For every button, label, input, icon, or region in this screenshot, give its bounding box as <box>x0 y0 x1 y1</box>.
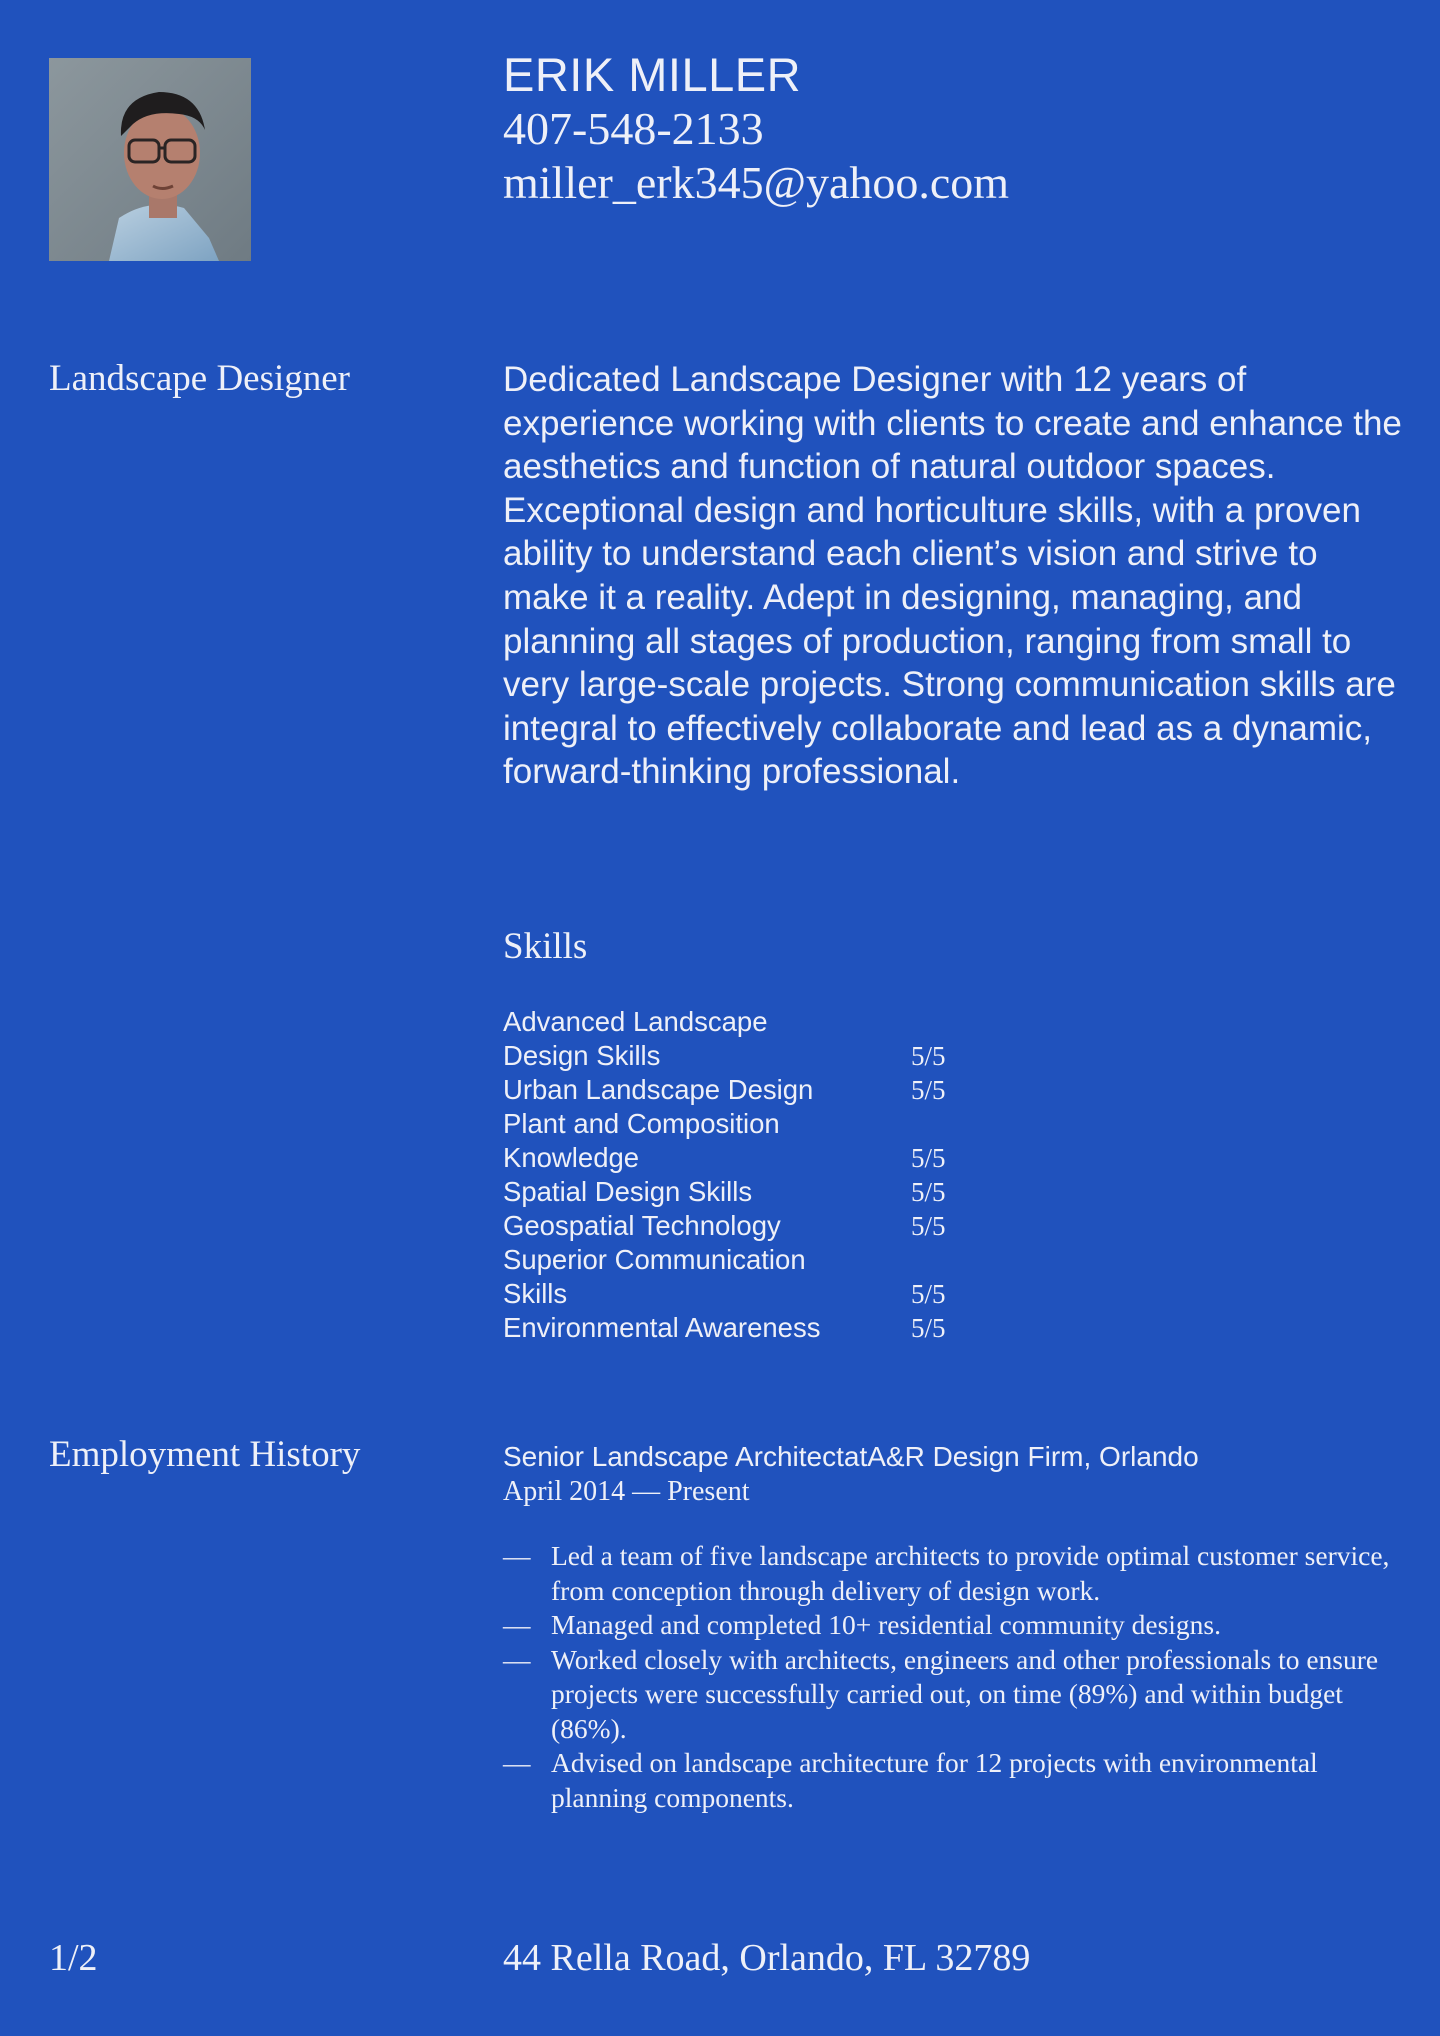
person-portrait-icon <box>49 58 251 261</box>
skill-name: Plant and Composition Knowledge <box>503 1108 780 1173</box>
profile-photo <box>49 58 251 261</box>
contact-header <box>503 48 1009 210</box>
skill-name: Superior Communication Skills <box>503 1244 806 1309</box>
skill-name: Advanced Landscape Design Skills <box>503 1006 768 1071</box>
dash-marker: — <box>503 1747 531 1778</box>
skill-level: 5/5 <box>911 1211 946 1241</box>
skill-item <box>503 1073 983 1107</box>
skill-level: 5/5 <box>911 1313 946 1343</box>
skill-level: 5/5 <box>911 1143 946 1173</box>
bullet-text: Advised on landscape architecture for 12 projects with environmental planning components. <box>551 1747 1318 1813</box>
job-dates: April 2014 — Present <box>503 1476 750 1507</box>
phone-number: 407-548-2133 <box>503 103 764 154</box>
job-bullet <box>503 1539 1403 1608</box>
skill-item <box>503 1005 983 1073</box>
skill-item <box>503 1175 983 1209</box>
skill-name: Spatial Design Skills <box>503 1176 753 1207</box>
email-address: miller_erk345@yahoo.com <box>503 157 1010 208</box>
profile-summary: Dedicated Landscape Designer with 12 years of experience working with clients to create and enhance the aesthetics and function of natural outdoor spaces. Exceptional design and horticulture skills, with a proven ability to understand each client’s vision and strive to make it a reality. Adept in designing, managing, and planning all stages of production, ranging from small to very large-scale projects. Strong communication skills are integral to effectively collaborate and lead as a dynamic, forward-thinking professional. <box>503 360 1402 792</box>
job-bullet <box>503 1643 1403 1747</box>
job-bullet <box>503 1746 1403 1815</box>
dash-marker: — <box>503 1643 531 1675</box>
job-entry <box>503 1439 1403 1815</box>
skill-name: Environmental Awareness <box>503 1312 821 1343</box>
bullet-text: Managed and completed 10+ residential community designs. <box>551 1609 1222 1640</box>
job-bullet <box>503 1608 1403 1643</box>
skill-name: Geospatial Technology <box>503 1210 781 1241</box>
dash-marker: — <box>503 1609 531 1640</box>
skill-level: 5/5 <box>911 1041 946 1071</box>
employment-heading: Employment History <box>49 1434 361 1475</box>
skill-item <box>503 1311 983 1345</box>
skill-item <box>503 1209 983 1243</box>
bullet-text: Worked closely with architects, engineers and other professionals to ensure projects were successfully carried out, on time (89%) and within budget (86%). <box>551 1643 1379 1744</box>
skill-level: 5/5 <box>911 1075 946 1105</box>
skills-heading: Skills <box>503 926 588 967</box>
skill-item <box>503 1243 983 1311</box>
bullet-text: Led a team of five landscape architects to provide optimal customer service, from conception through delivery of design work. <box>551 1540 1390 1606</box>
job-title-heading: Landscape Designer <box>49 358 351 399</box>
skills-list <box>503 1005 983 1345</box>
dash-marker: — <box>503 1540 531 1571</box>
skill-name: Urban Landscape Design <box>503 1074 814 1105</box>
skill-item <box>503 1107 983 1175</box>
page-number: 1/2 <box>49 1937 98 1979</box>
skill-level: 5/5 <box>911 1177 946 1207</box>
job-bullets <box>503 1539 1403 1815</box>
home-address: 44 Rella Road, Orlando, FL 32789 <box>503 1937 1031 1979</box>
job-title: Senior Landscape ArchitectatA&R Design Firm, Orlando <box>503 1441 1199 1472</box>
skill-level: 5/5 <box>911 1279 946 1309</box>
candidate-name: ERIK MILLER <box>503 48 802 101</box>
